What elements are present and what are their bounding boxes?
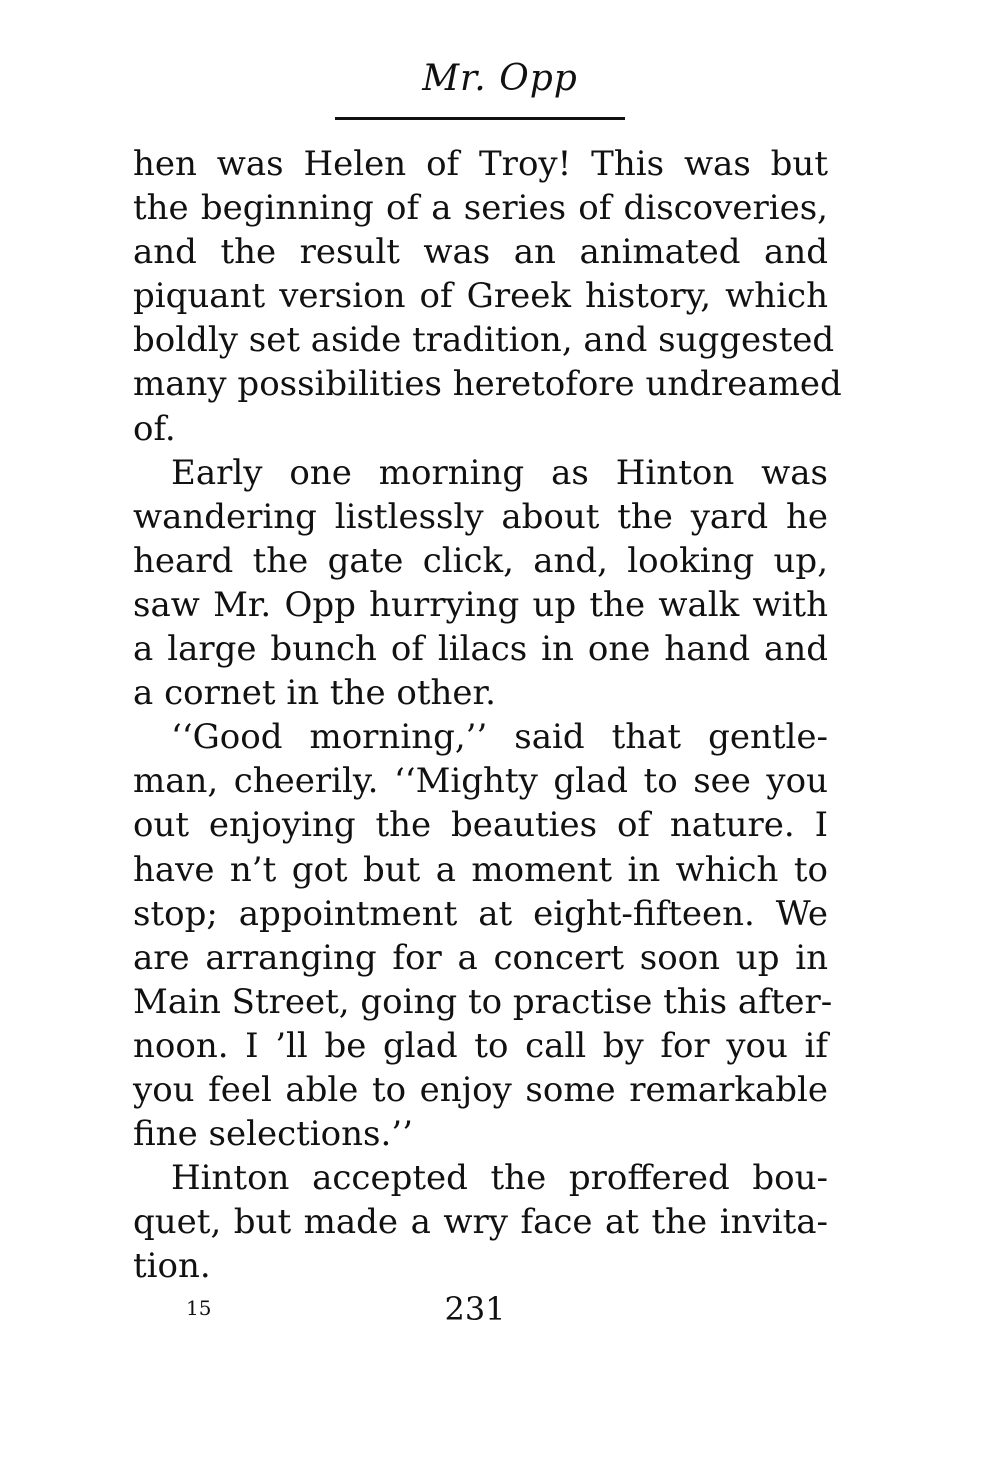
text-line: quet, but made a wry face at the invita-	[133, 1202, 828, 1243]
text-line: tion.	[133, 1246, 211, 1287]
body-text	[133, 142, 842, 1288]
text-line: boldly set aside tradition, and suggested	[133, 320, 835, 361]
text-line: many possibilities heretofore undreamed	[133, 364, 842, 405]
text-line: heard the gate click, and, looking up,	[133, 540, 828, 581]
text-line: ‘‘Good morning,’’ said that gentle-	[171, 717, 828, 758]
text-line: Main Street, going to practise this after-	[133, 981, 833, 1022]
signature-mark: 15	[186, 1296, 212, 1320]
text-line: a large bunch of lilacs in one hand and	[133, 629, 828, 670]
text-line: have n’t got but a moment in which to	[133, 849, 828, 890]
text-line: out enjoying the beauties of nature. I	[133, 805, 828, 846]
text-line: and the result was an animated and	[133, 232, 828, 273]
text-line: are arranging for a concert soon up in	[133, 937, 828, 978]
running-head: Mr. Opp	[422, 58, 578, 99]
text-line: a cornet in the other.	[133, 673, 496, 714]
text-line: Early one morning as Hinton was	[171, 452, 828, 493]
text-line: piquant version of Greek history, which	[133, 276, 828, 317]
text-line: wandering listlessly about the yard he	[133, 496, 828, 537]
text-line: hen was Helen of Troy! This was but	[133, 144, 828, 184]
text-line: of.	[133, 408, 176, 449]
text-line: noon. I ’ll be glad to call by for you if	[133, 1025, 828, 1066]
text-line: saw Mr. Opp hurrying up the walk with	[133, 584, 828, 625]
text-line: man, cheerily. ‘‘Mighty glad to see you	[133, 761, 828, 802]
text-line: the beginning of a series of discoveries,	[133, 188, 828, 229]
text-line: you feel able to enjoy some remarkable	[133, 1069, 828, 1110]
page-number: 231	[444, 1290, 506, 1328]
text-line: Hinton accepted the proffered bou-	[171, 1158, 828, 1199]
text-line: stop; appointment at eight-fifteen. We	[133, 893, 828, 934]
header-rule	[335, 117, 625, 120]
text-line: fine selections.’’	[133, 1114, 413, 1155]
